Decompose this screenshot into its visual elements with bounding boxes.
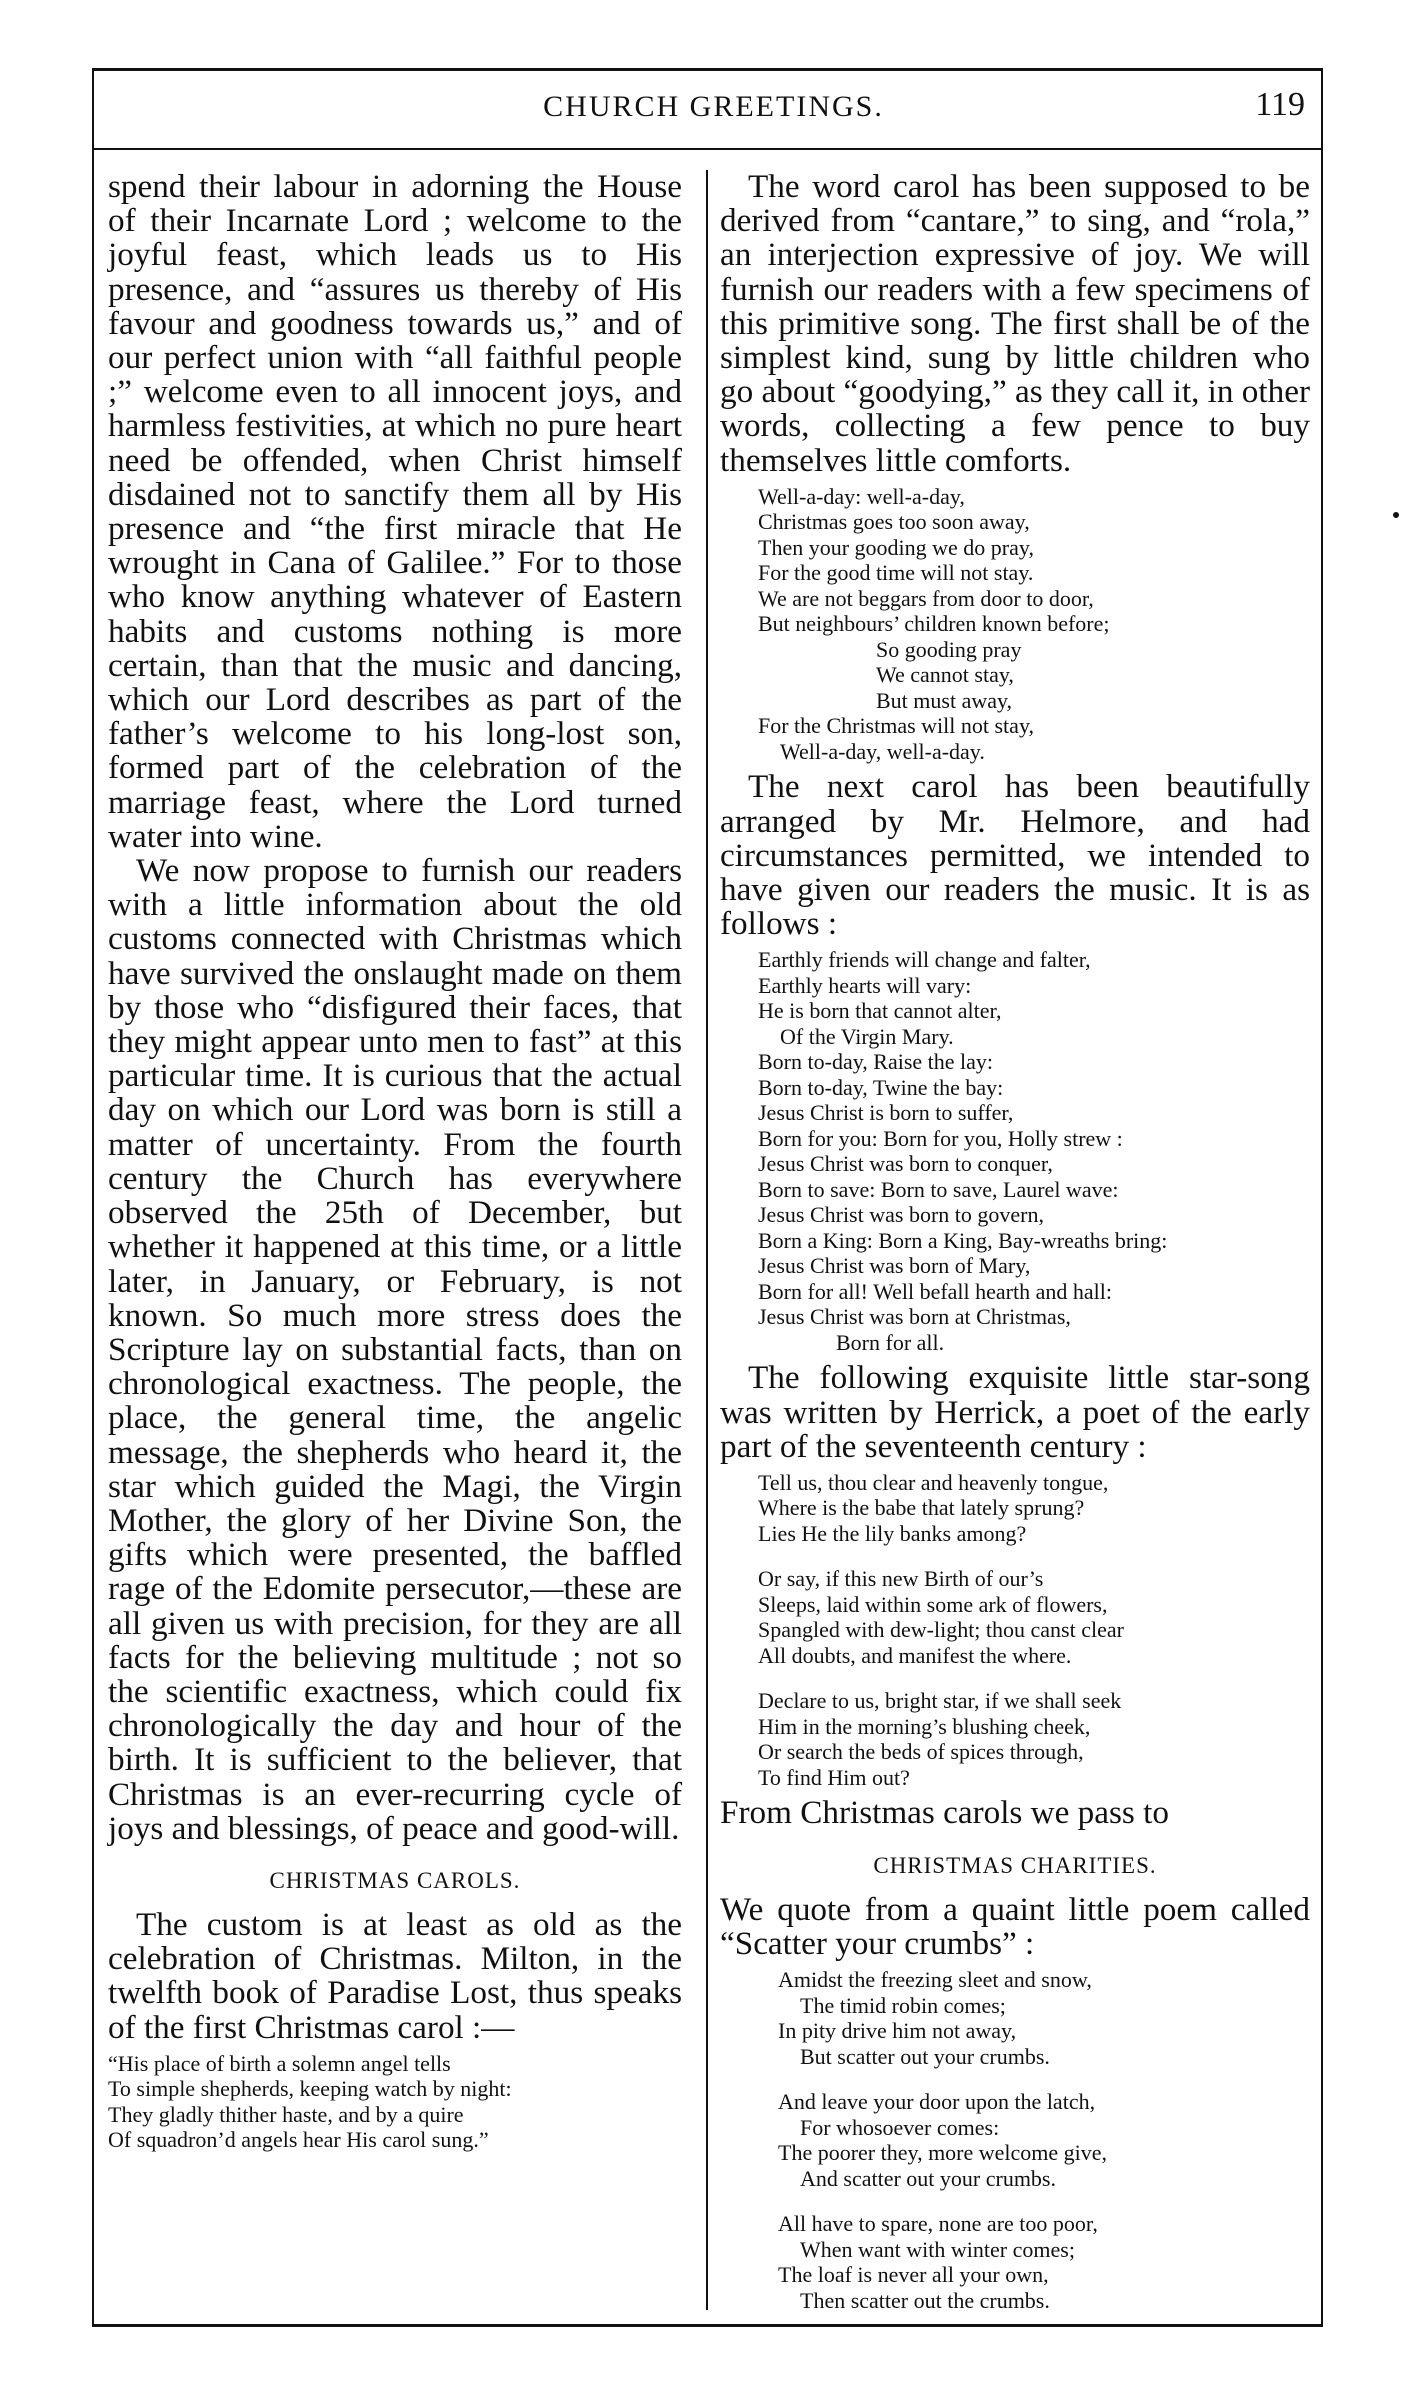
herrick-star-song	[758, 1470, 1310, 1791]
right-paragraph-3: The following exquisite little star-song was written by Herrick, a poet of the early part of the seventeenth century :	[720, 1359, 1310, 1465]
poem-line: And leave your door upon the latch,	[778, 2089, 1096, 2115]
running-title: CHURCH GREETINGS.	[543, 90, 884, 123]
poem-line: For whosoever comes:	[800, 2114, 1000, 2140]
poem-line: They gladly thither haste, and by a quire	[108, 2101, 464, 2127]
left-border-rule	[92, 68, 94, 2326]
poem-line: For the good time will not stay.	[758, 560, 1034, 586]
poem-line: Born for all.	[836, 1329, 945, 1355]
carol-goodying	[758, 484, 1310, 765]
poem-line: Well-a-day: well-a-day,	[758, 483, 965, 509]
poem-line: We cannot stay,	[876, 662, 1014, 688]
poem-line: The timid robin comes;	[800, 1992, 1006, 2018]
poem-line: Born to save: Born to save, Laurel wave:	[758, 1176, 1119, 1202]
poem-line: Him in the morning’s blushing cheek,	[758, 1713, 1091, 1739]
stanza-gap	[758, 1668, 1310, 1688]
poem-line: Born for all! Well befall hearth and hall:	[758, 1278, 1112, 1304]
poem-line: But must away,	[876, 687, 1013, 713]
left-paragraph-3: The custom is at least as old as the celebration of Christmas. Milton, in the twelfth book of Paradise Lost, thus speaks of the first Christmas carol :—	[108, 1905, 682, 2046]
ink-speck	[1393, 512, 1399, 518]
page-number: 119	[1255, 86, 1305, 123]
poem-line: Well-a-day, well-a-day.	[780, 738, 985, 764]
poem-line: Then scatter out the crumbs.	[800, 2287, 1050, 2313]
right-paragraph-5: We quote from a quaint little poem called “Scatter your crumbs” :	[720, 1890, 1310, 1962]
right-border-rule	[1321, 68, 1323, 2326]
left-column	[108, 170, 682, 2159]
poem-line: In pity drive him not away,	[778, 2018, 1017, 2044]
poem-line: Tell us, thou clear and heavenly tongue,	[758, 1469, 1109, 1495]
poem-line: Spangled with dew-light; thou canst clear	[758, 1617, 1124, 1643]
poem-line: Then your gooding we do pray,	[758, 534, 1034, 560]
poem-line: To find Him out?	[758, 1764, 910, 1790]
poem-line: Earthly friends will change and falter,	[758, 947, 1091, 973]
poem-line: Born to-day, Twine the bay:	[758, 1074, 1004, 1100]
poem-line: Christmas goes too soon away,	[758, 509, 1030, 535]
stanza-gap	[778, 2069, 1310, 2089]
poem-line: Jesus Christ was born to conquer,	[758, 1151, 1053, 1177]
poem-line: Of squadron’d angels hear His carol sung.”	[108, 2127, 489, 2153]
left-paragraph-1: spend their labour in adorning the House of their Incarnate Lord ; welcome to the joyful feast, which leads us to His presence, and “assures us thereby of His favour and goodness towards us,” and of our perfect union with “all faithful people ;” welcome even to all innocent joys, and harmless festivities, at which no pure heart need be offended, when Christ himself disdained not to sanctify them all by His presence and “the first miracle that He wrought in Cana of Galilee.” For to those who know anything whatever of Eastern habits and customs nothing is more certain, than that the music and dancing, which our Lord describes as part of the father’s welcome to his long-lost son, formed part of the celebration of the marriage feast, where the Lord turned water into wine.	[108, 168, 682, 855]
poem-line: For the Christmas will not stay,	[758, 713, 1035, 739]
header-rule	[92, 148, 1323, 150]
poem-line: Jesus Christ was born to govern,	[758, 1202, 1044, 1228]
poem-line: Born to-day, Raise the lay:	[758, 1049, 994, 1075]
poem-line: Amidst the freezing sleet and snow,	[778, 1967, 1092, 1993]
right-paragraph-1: The word carol has been supposed to be derived from “cantare,” to sing, and “rola,” an interjection expressive of joy. We will furnish our readers with a few specimens of this primitive song. The first shall be of the simplest kind, sung by little children who go about “goodying,” as they call it, in other words, collecting a few pence to buy themselves little comforts.	[720, 168, 1310, 479]
poem-line: Jesus Christ is born to suffer,	[758, 1100, 1014, 1126]
poem-line: Declare to us, bright star, if we shall seek	[758, 1688, 1122, 1714]
poem-line: So gooding pray	[876, 636, 1022, 662]
bottom-border-rule	[92, 2324, 1323, 2327]
poem-line: Earthly hearts will vary:	[758, 972, 972, 998]
right-column	[720, 170, 1310, 2319]
poem-line: Or search the beds of spices through,	[758, 1739, 1084, 1765]
milton-quote	[108, 2051, 682, 2153]
poem-line: When want with winter comes;	[800, 2236, 1075, 2262]
poem-line: Sleeps, laid within some ark of flowers,	[758, 1591, 1108, 1617]
poem-line: And scatter out your crumbs.	[800, 2165, 1056, 2191]
poem-line: All doubts, and manifest the where.	[758, 1642, 1072, 1668]
poem-line: He is born that cannot alter,	[758, 998, 1002, 1024]
right-paragraph-4: From Christmas carols we pass to	[720, 1794, 1169, 1832]
poem-line: “His place of birth a solemn angel tells	[108, 2050, 451, 2076]
stanza-gap	[778, 2191, 1310, 2211]
left-paragraph-2: We now propose to furnish our readers with a little information about the old customs connected with Christmas which have survived the onslaught made on them by those who “disfigured their faces, that they might appear unto men to fast” at this particular time. It is curious that the actual day on which our Lord was born is still a matter of uncertainty. From the fourth century the Church has everywhere observed the 25th of December, but whether it happened at this time, or a little later, in January, or February, is not known. So much more stress does the Scripture lay on substantial facts, than on chronological exactness. The people, the place, the general time, the angelic message, the shepherds who heard it, the star which guided the Magi, the Virgin Mother, the glory of her Divine Son, the gifts which were presented, the baffled rage of the Edomite persecutor,—these are all given us with precision, for they are all facts for the believing multitude ; not so the scientific exactness, which could fix chronologically the day and hour of the birth. It is sufficient to the believer, that Christmas is an ever-recurring cycle of joys and blessings, of peace and good-will.	[108, 852, 682, 1847]
poem-line: We are not beggars from door to door,	[758, 585, 1094, 611]
right-paragraph-2: The next carol has been beautifully arranged by Mr. Helmore, and had circumstances permitted, we intended to have given our readers the music. It is as follows :	[720, 768, 1310, 943]
poem-line: Born for you: Born for you, Holly strew :	[758, 1125, 1123, 1151]
column-divider	[706, 170, 708, 2310]
poem-line: Jesus Christ was born at Christmas,	[758, 1304, 1071, 1330]
poem-line: But scatter out your crumbs.	[800, 2043, 1050, 2069]
scatter-your-crumbs-poem	[778, 1967, 1310, 2313]
stanza-gap	[758, 1546, 1310, 1566]
poem-line: The loaf is never all your own,	[778, 2262, 1049, 2288]
poem-line: Born a King: Born a King, Bay-wreaths bring:	[758, 1227, 1168, 1253]
poem-line: Or say, if this new Birth of our’s	[758, 1566, 1044, 1592]
poem-line: Lies He the lily banks among?	[758, 1520, 1027, 1546]
top-border-rule	[92, 68, 1323, 71]
poem-line: Where is the babe that lately sprung?	[758, 1495, 1085, 1521]
section-heading-carols: CHRISTMAS CAROLS.	[269, 1867, 521, 1893]
carol-helmore	[758, 947, 1310, 1355]
poem-line: All have to spare, none are too poor,	[778, 2211, 1098, 2237]
poem-line: But neighbours’ children known before;	[758, 611, 1110, 637]
poem-line: Jesus Christ was born of Mary,	[758, 1253, 1031, 1279]
section-heading-charities: CHRISTMAS CHARITIES.	[873, 1852, 1157, 1878]
poem-line: To simple shepherds, keeping watch by night:	[108, 2076, 512, 2102]
poem-line: The poorer they, more welcome give,	[778, 2140, 1108, 2166]
poem-line: Of the Virgin Mary.	[780, 1023, 954, 1049]
